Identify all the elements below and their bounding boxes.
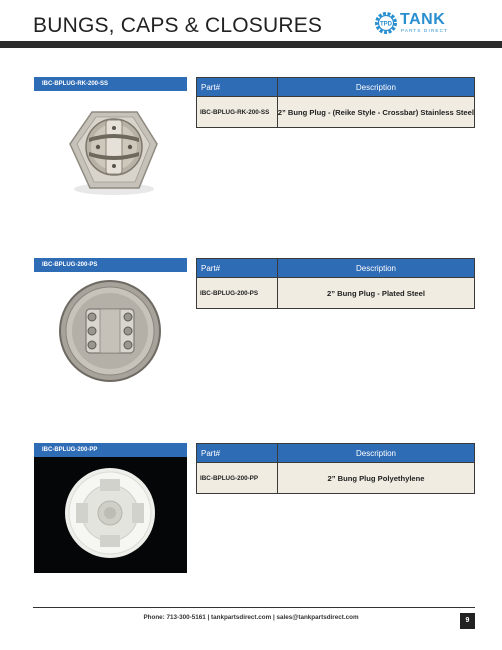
product-spec-table	[196, 77, 475, 128]
page-number: 9	[460, 613, 475, 629]
logo-wordmark: TANK	[400, 11, 446, 28]
column-header-part: Part#	[197, 444, 278, 463]
product-label: IBC-BPLUG-RK-200-SS	[34, 77, 187, 91]
cell-part-number: IBC-BPLUG-RK-200-SS	[197, 97, 278, 128]
product-label: IBC-BPLUG-200-PP	[34, 443, 187, 457]
logo-subtitle: PARTS DIRECT	[401, 28, 448, 33]
cell-description: 2” Bung Plug Polyethylene	[278, 463, 475, 494]
product-spec-table	[196, 258, 475, 309]
footer-divider	[33, 607, 475, 608]
gear-logo-icon	[374, 11, 398, 35]
cell-description: 2” Bung Plug - Plated Steel	[278, 278, 475, 309]
column-header-description: Description	[278, 444, 475, 463]
logo-mark: TPD	[380, 21, 392, 28]
header-divider	[0, 41, 502, 48]
product-label: IBC-BPLUG-200-PS	[34, 258, 187, 272]
bung-plug-reike-crossbar-photo-icon	[34, 92, 187, 202]
column-header-description: Description	[277, 78, 474, 97]
product-spec-table	[196, 443, 475, 494]
column-header-part: Part#	[197, 259, 278, 278]
company-logo	[374, 10, 458, 36]
footer-contact: Phone: 713-300-5161 | tankpartsdirect.com | sales@tankpartsdirect.com	[143, 614, 359, 621]
product-image	[34, 457, 187, 573]
cell-description: 2” Bung Plug - (Reike Style - Crossbar) Stainless Steel	[277, 97, 474, 128]
column-header-description: Description	[278, 259, 475, 278]
product-image	[34, 273, 187, 388]
cell-part-number: IBC-BPLUG-200-PP	[197, 463, 278, 494]
bung-plug-polyethylene-photo-icon	[34, 457, 187, 573]
product-image	[34, 92, 187, 202]
bung-plug-plated-steel-photo-icon	[34, 273, 187, 388]
page-title: BUNGS, CAPS & CLOSURES	[33, 14, 323, 37]
column-header-part: Part#	[197, 78, 278, 97]
cell-part-number: IBC-BPLUG-200-PS	[197, 278, 278, 309]
